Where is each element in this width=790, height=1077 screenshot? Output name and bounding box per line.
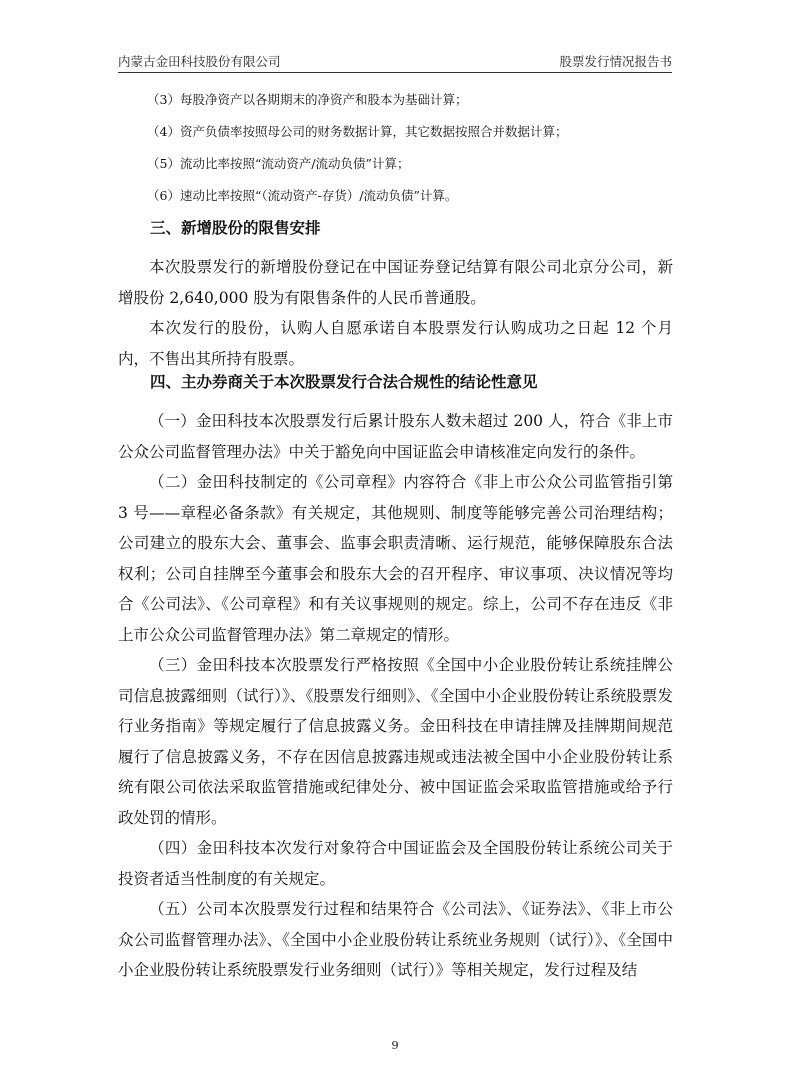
footnote-item: （4）资产负债率按照母公司的财务数据计算，其它数据按照合并数据计算； — [147, 124, 568, 139]
paragraph: （五）公司本次股票发行过程和结果符合《公司法》、《证券法》、《非上市公众公司监督管理办法》、《全国中小企业股份转让系统业务规则（试行）》、《全国中小企业股份转让系统股票发行业务细则（试行）》等相关规定，发行过程及结 — [118, 900, 673, 979]
header-company-name: 内蒙古金田科技股份有限公司 — [118, 54, 281, 69]
paragraph: （二）金田科技制定的《公司章程》内容符合《非上市公众公司监管指引第 3 号——章程必备条款》有关规定，其他规则、制度等能够完善公司治理结构；公司建立的股东大会、董事会、监事会职责清晰、运行规范，能够保障股东合法权利；公司自挂牌至今董事会和股东大会的召开程序、审议事项、决议情况等均合《公司法》、《公司章程》和有关议事规则的规定。综上，公司不存在违反《非上市公众公司监督管理办法》第二章规定的情形。 — [118, 473, 673, 644]
footnote-item: （6）速动比率按照“（流动资产-存货）/流动负债”计算。 — [147, 188, 458, 203]
paragraph: （一）金田科技本次股票发行后累计股东人数未超过 200 人，符合《非上市公众公司监督管理办法》中关于豁免向中国证监会申请核准定向发行的条件。 — [118, 412, 673, 461]
header-document-title: 股票发行情况报告书 — [559, 54, 672, 69]
footnote-item: （3）每股净资产以各期期末的净资产和股本为基础计算； — [147, 92, 468, 107]
page-body — [118, 92, 673, 986]
paragraph: （四）金田科技本次发行对象符合中国证监会及全国股份转让系统公司关于投资者适当性制度的有关规定。 — [118, 839, 673, 888]
section-heading-lockup: 三、新增股份的限售安排 — [150, 220, 321, 237]
page-number: 9 — [391, 1038, 399, 1052]
section-heading-conclusion: 四、主办券商关于本次股票发行合法合规性的结论性意见 — [150, 374, 538, 391]
page-header — [118, 52, 672, 70]
paragraph: （三）金田科技本次股票发行严格按照《全国中小企业股份转让系统挂牌公司信息披露细则（试行）》、《股票发行细则》、《全国中小企业股份转让系统股票发行业务指南》等规定履行了信息披露义务。金田科技在申请挂牌及挂牌期间规范履行了信息披露义务，不存在因信息披露违规或违法被全国中小企业股份转让系统有限公司依法采取监管措施或纪律处分、被中国证监会采取监管措施或给予行政处罚的情形。 — [118, 656, 673, 827]
paragraph: 本次发行的股份，认购人自愿承诺自本股票发行认购成功之日起 12 个月内，不售出其所持有股票。 — [118, 319, 673, 368]
paragraph: 本次股票发行的新增股份登记在中国证券登记结算有限公司北京分公司，新增股份 2,640,000 股为有限售条件的人民币普通股。 — [118, 258, 673, 307]
header-divider — [118, 72, 672, 73]
footnote-item: （5）流动比率按照“流动资产/流动负债”计算； — [147, 156, 410, 171]
